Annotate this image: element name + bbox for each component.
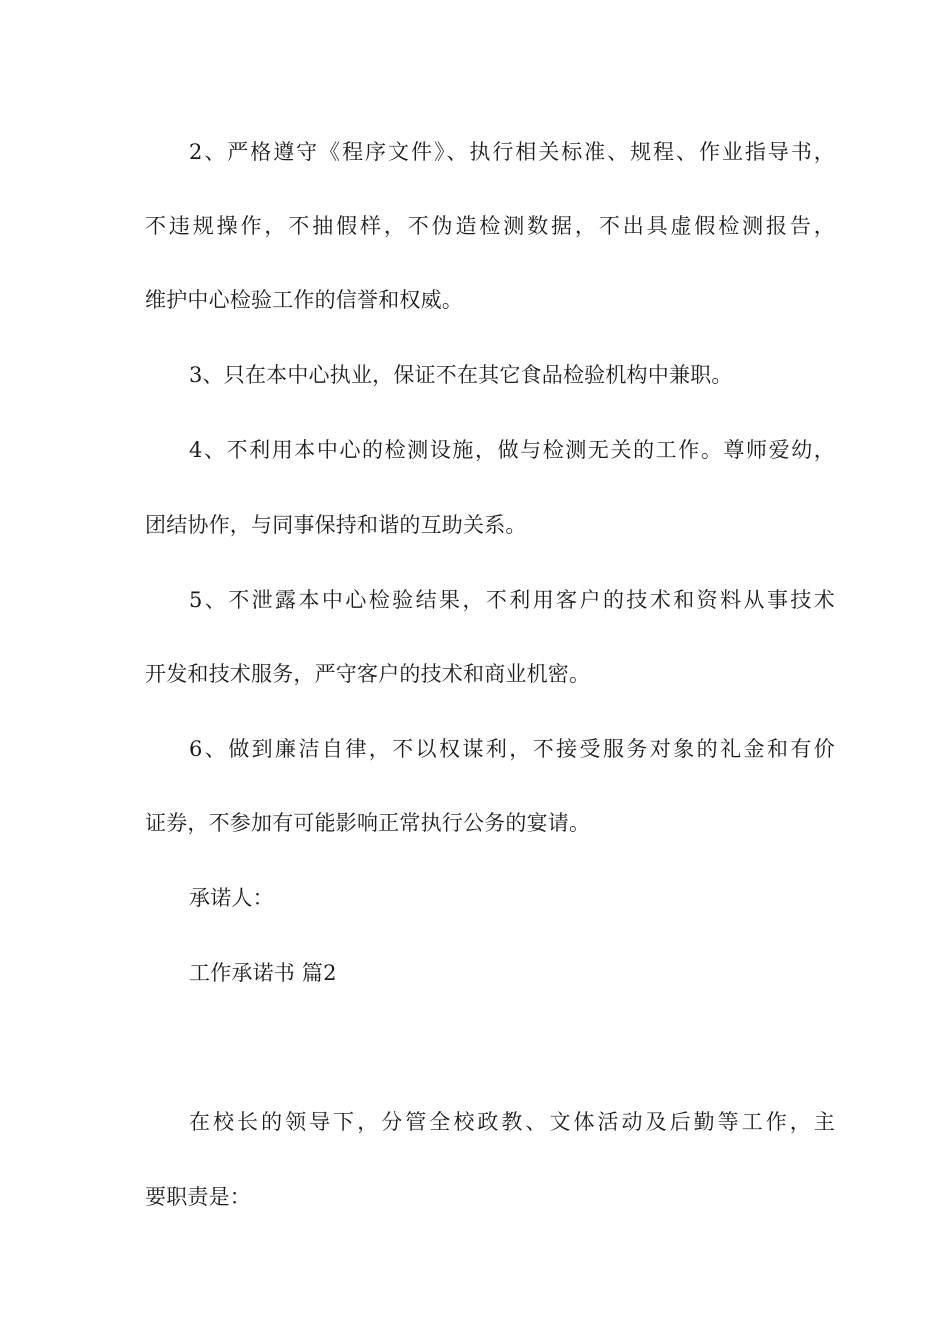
promisor-label: 承诺人： bbox=[189, 886, 274, 910]
paragraph-3-line-1: 3、只在本中心执业，保证不在其它食品检验机构中兼职。 bbox=[189, 363, 733, 387]
paragraph-5-line-2: 开发和技术服务，严守客户的技术和商业机密。 bbox=[145, 662, 591, 686]
paragraph-2-line-2: 不违规操作，不抽假样，不伪造检测数据，不出具虚假检测报告， bbox=[145, 214, 835, 238]
paragraph-6-line-1: 6、做到廉洁自律，不以权谋利，不接受服务对象的礼金和有价 bbox=[189, 737, 835, 761]
section-heading: 工作承诺书 篇2 bbox=[189, 961, 337, 985]
paragraph-2-line-3: 维护中心检验工作的信誉和权威。 bbox=[145, 288, 463, 312]
paragraph-duties-line-1: 在校长的领导下，分管全校政教、文体活动及后勤等工作，主 bbox=[189, 1110, 835, 1134]
paragraph-4-line-1: 4、不利用本中心的检测设施，做与检测无关的工作。尊师爱幼， bbox=[189, 438, 835, 462]
paragraph-2-line-1: 2、严格遵守《程序文件》、执行相关标准、规程、作业指导书， bbox=[189, 140, 835, 164]
paragraph-duties-line-2: 要职责是： bbox=[145, 1185, 251, 1209]
paragraph-6-line-2: 证券，不参加有可能影响正常执行公务的宴请。 bbox=[145, 811, 591, 835]
paragraph-5-line-1: 5、不泄露本中心检验结果，不利用客户的技术和资料从事技术 bbox=[189, 588, 835, 612]
paragraph-4-line-2: 团结协作，与同事保持和谐的互助关系。 bbox=[145, 513, 527, 537]
